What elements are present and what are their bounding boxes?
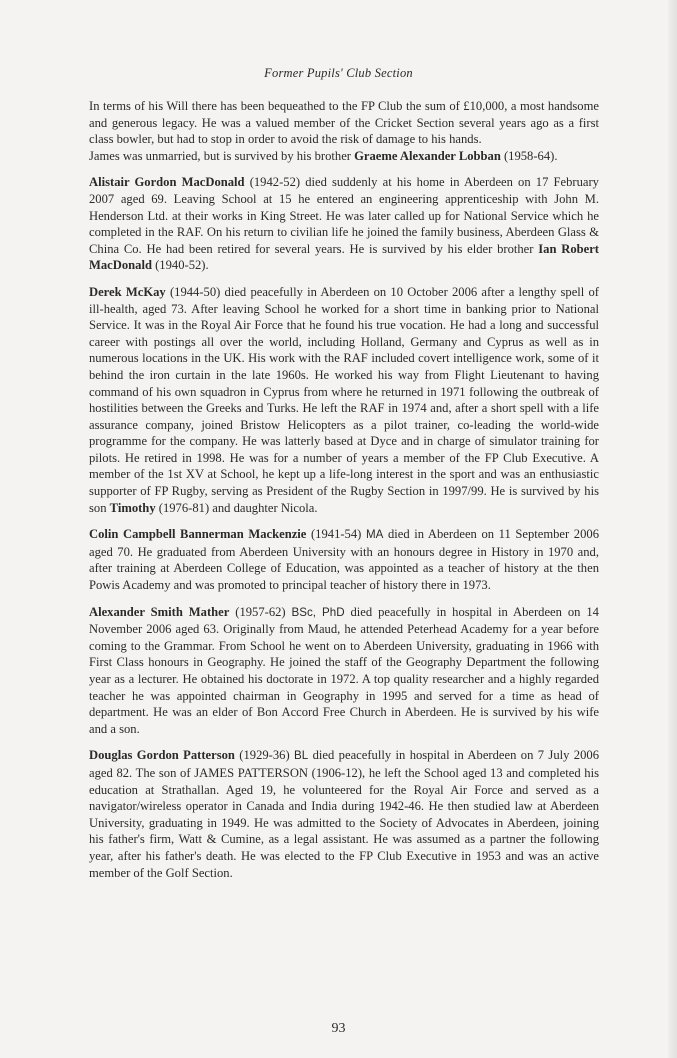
relative-name: Graeme Alexander Lobban <box>354 148 501 163</box>
qualifications: BL <box>294 749 309 763</box>
section-header: Former Pupils' Club Section <box>264 66 413 80</box>
obituary-entry <box>89 604 599 738</box>
page-number: 93 <box>331 1021 346 1036</box>
obituary-text: died peacefully in hospital in Aberdeen on 7 July 2006 aged 82. The son of JAMES PATTERSON (1906-12), he left the School aged 13 and completed his education at Strathallan. Aged 19, he volunteered for the Royal Air Force and served as a navigator/wireless operator in Canada and India during 1942-46. He then studied law at Aberdeen University, graduating in 1949. He was admitted to the Society of Advocates in Aberdeen, joining his father's firm, Watt & Cumine, as a legal assistant. He was assumed as a partner the following year, after his father's death. He was elected to the FP Club Executive in 1953 and was an active member of the Golf Section. <box>89 748 599 880</box>
obituary-text: died peacefully in Aberdeen on 10 October 2006 after a lengthy spell of ill-health, aged 73. After leaving School he worked for a short time in banking prior to National Service. It was in the Royal Air Force that he found his true vocation. He had a long and successful career with postings all over the world, including Holland, Germany and Cyprus as well as in numerous locations in the UK. His work with the RAF included covert intelligence work, some of it behind the iron curtain in the late 1960s. He worked his way from Flight Lieutenant to having command of his own squadron in Cyprus from where he returned in 1971 following the outbreak of hostilities between the Greeks and Turks. He left the RAF in 1974 and, after a short spell with a life assurance company, joined Bristow Helicopters as a pilot trainer, co-leading the world-wide programme for the company. He was latterly based at Dyce and in charge of simulator training for pilots. He retired in 1998. He was for a number of years a member of the FP Club Executive. A member of the 1st XV at School, he kept up a life-long interest in the sport and was an enthusiastic supporter of FP Rugby, serving as President of the Rugby Section in 1997/99. He is survived by his son <box>89 284 599 515</box>
school-dates: (1929-36) <box>234 748 295 763</box>
relative-dates: (1958-64). <box>500 148 558 163</box>
relative-dates: (1976-81) and daughter Nicola. <box>155 500 318 515</box>
deceased-name: Alexander Smith Mather <box>89 604 230 619</box>
page-edge-shadow <box>668 0 677 1058</box>
relative-dates: (1940-52). <box>151 258 209 273</box>
deceased-name: Derek McKay <box>89 284 166 299</box>
deceased-name: Alistair Gordon MacDonald <box>89 175 245 190</box>
obituary-entry <box>89 174 599 274</box>
school-dates: (1957-62) <box>229 604 292 619</box>
school-dates: (1944-50) <box>165 284 225 299</box>
qualifications: BSc, PhD <box>291 605 345 619</box>
relative-name: Timothy <box>109 500 156 515</box>
relative-name: Ian Robert MacDonald <box>89 241 599 273</box>
deceased-name: Douglas Gordon Patterson <box>89 748 235 763</box>
obituary-text: died peacefully in hospital in Aberdeen on 14 November 2006 aged 63. Originally from Maud, he attended Peterhead Academy for a year before coming to the Grammar. From School he went on to Aberdeen University, graduating in 1966 with First Class honours in Geography. He joined the staff of the Geography Department the following year as a lecturer. He obtained his doctorate in 1972. A top quality researcher and a highly regarded teacher he was appointed chairman in Geography in 1995 and served for a time as head of department. He was an elder of Bon Accord Free Church in Aberdeen. He is survived by his wife and a son. <box>89 604 599 736</box>
obituary-entry <box>89 747 599 881</box>
survived-by-text: James was unmarried, but is survived by his brother <box>89 148 355 163</box>
paragraph-survived-by <box>89 148 599 165</box>
obituary-text: died suddenly at his home in Aberdeen on 17 February 2007 aged 69. Leaving School at 15 he entered an engineering apprenticeship with John M. Henderson Ltd. at their works in King Street. He was later called up for National Service which he completed in the RAF. On his return to civilian life he joined the family business, Aberdeen Glass & China Co. He had been retired for several years. He is survived by his elder brother <box>89 175 599 256</box>
obituary-entry <box>89 284 599 516</box>
obituary-content <box>89 98 599 881</box>
obituary-entry <box>89 526 599 593</box>
school-dates: (1941-54) <box>306 527 366 542</box>
deceased-name: Colin Campbell Bannerman Mackenzie <box>89 527 307 542</box>
obituary-text: died in Aberdeen on 11 September 2006 aged 70. He graduated from Aberdeen University with an honours degree in History in 1970 and, after training at Aberdeen College of Education, was appointed as a teacher of history at the then Powis Academy and was promoted to principal teacher of history there in 1973. <box>89 527 599 593</box>
qualifications: MA <box>365 528 384 542</box>
paragraph-legacy: In terms of his Will there has been bequeathed to the FP Club the sum of £10,000, a most handsome and generous legacy. He was a valued member of the Cricket Section several years ago as a first class bowler, but had to stop in order to avoid the risk of damage to his hands. <box>89 99 599 147</box>
school-dates: (1942-52) <box>244 175 306 190</box>
